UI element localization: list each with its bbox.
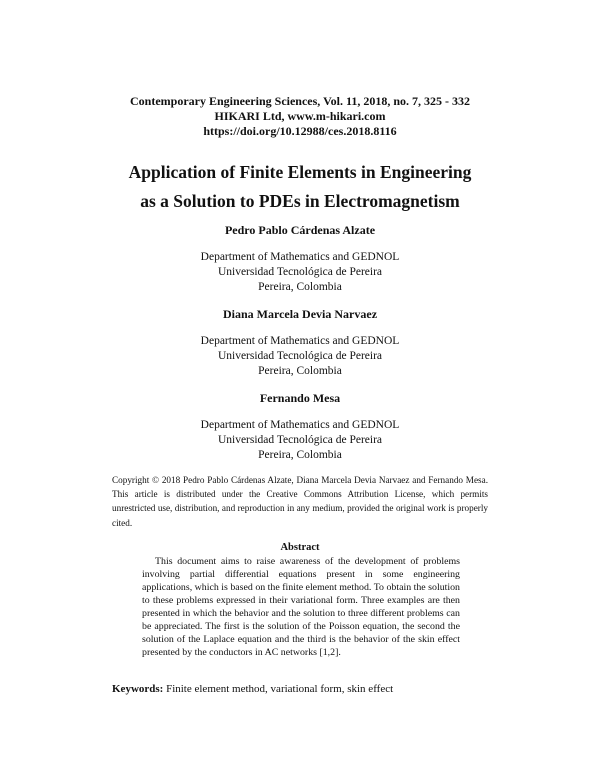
title-line-2: as a Solution to PDEs in Electromagnetism [140, 191, 460, 211]
copyright-notice [112, 473, 488, 530]
author-name: Pedro Pablo Cárdenas Alzate [224, 223, 376, 237]
paper-title [0, 158, 600, 216]
affiliation-location: Pereira, Colombia [258, 449, 342, 461]
author-affiliation [0, 250, 600, 295]
affiliation-location: Pereira, Colombia [258, 365, 342, 377]
journal-citation: Contemporary Engineering Sciences, Vol. 11, 2018, no. 7, 325 - 332 [129, 94, 470, 108]
affiliation-location: Pereira, Colombia [258, 281, 342, 293]
affiliation-department: Department of Mathematics and GEDNOL [200, 335, 400, 347]
keywords-label: Keywords: [112, 683, 164, 695]
author-affiliation [0, 334, 600, 379]
affiliation-department: Department of Mathematics and GEDNOL [200, 419, 400, 431]
author-affiliation [0, 418, 600, 463]
keywords-line [112, 682, 393, 696]
title-line-1: Application of Finite Elements in Engineering [128, 162, 472, 182]
author-name: Fernando Mesa [259, 391, 341, 405]
author-name: Diana Marcela Devia Narvaez [222, 307, 378, 321]
abstract-heading: Abstract [280, 542, 320, 553]
abstract-text: This document aims to raise awareness of the development of problems involving partial differential equations present in some engineering applications, which is based on the finite element method. To obtain the solution to these problems expressed in their variational form. Three examples are then presented in which the behavior and the solution to three different problems can be appreciated. The first is the solution of the Poisson equation, the second the solution of the Laplace equation and the third is the behavior of the skin effect presented by the conductors in AC networks [1,2]. [142, 556, 460, 659]
copyright-text: Copyright © 2018 Pedro Pablo Cárdenas Alzate, Diana Marcela Devia Narvaez and Fernando Mesa. This article is distributed under the Creative Commons Attribution License, which permits unrestricted use, distribution, and reproduction in any medium, provided the original work is properly cited. [112, 475, 488, 528]
affiliation-university: Universidad Tecnológica de Pereira [217, 350, 383, 362]
publisher-line: HIKARI Ltd, www.m-hikari.com [214, 109, 386, 123]
doi-link[interactable]: https://doi.org/10.12988/ces.2018.8116 [203, 124, 397, 138]
keywords-text: Finite element method, variational form, skin effect [166, 683, 394, 695]
affiliation-university: Universidad Tecnológica de Pereira [217, 266, 383, 278]
affiliation-university: Universidad Tecnológica de Pereira [217, 434, 383, 446]
affiliation-department: Department of Mathematics and GEDNOL [200, 251, 400, 263]
journal-header [0, 94, 600, 139]
